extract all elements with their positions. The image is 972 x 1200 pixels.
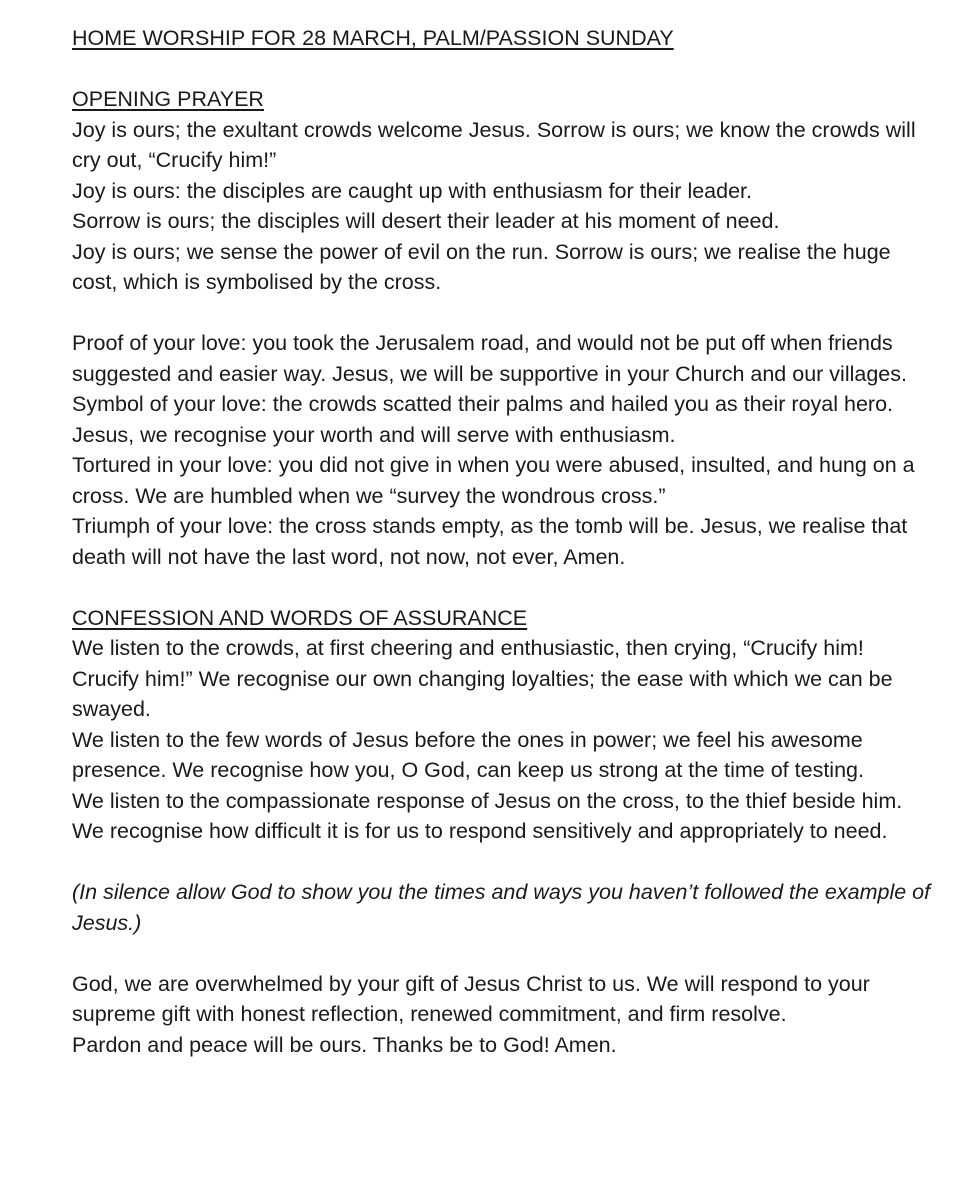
- opening-prayer-line-3: Sorrow is ours; the disciples will desert their leader at his moment of need.: [72, 209, 780, 233]
- spacer: [72, 54, 932, 85]
- proof-of-love-paragraph: Proof of your love: you took the Jerusalem road, and would not be put off when friends suggested and easier way. Jesus, we will be supportive in your Church and our villages.: [72, 331, 907, 386]
- symbol-of-love-paragraph: Symbol of your love: the crowds scatted their palms and hailed you as their royal hero. Jesus, we recognise your worth and will serve with enthusiasm.: [72, 392, 893, 447]
- spacer: [72, 847, 932, 878]
- tortured-in-love-paragraph: Tortured in your love: you did not give in when you were abused, insulted, and hung on a cross. We are humbled when we “survey the wondrous cross.”: [72, 453, 915, 508]
- confession-line-3: We listen to the compassionate response of Jesus on the cross, to the thief beside him. We recognise how difficult it is for us to respond sensitively and appropriately to need.: [72, 788, 903, 843]
- opening-prayer-line-4: Joy is ours; we sense the power of evil on the run. Sorrow is ours; we realise the huge cost, which is symbolised by the cross.: [72, 239, 891, 294]
- confession-heading: CONFESSION AND WORDS OF ASSURANCE: [72, 605, 528, 630]
- spacer: [72, 572, 932, 603]
- spacer: [72, 298, 932, 329]
- triumph-of-love-paragraph: Triumph of your love: the cross stands empty, as the tomb will be. Jesus, we realise that death will not have the last word, not now, not ever, Amen.: [72, 514, 908, 569]
- opening-prayer-heading: OPENING PRAYER: [72, 87, 264, 111]
- document-page: [72, 23, 932, 1060]
- assurance-paragraph: God, we are overwhelmed by your gift of Jesus Christ to us. We will respond to your supreme gift with honest reflection, renewed commitment, and firm resolve.: [72, 971, 870, 1026]
- silence-instruction: (In silence allow God to show you the times and ways you haven’t followed the example of Jesus.): [72, 880, 931, 935]
- closing-line: Pardon and peace will be ours. Thanks be to God! Amen.: [72, 1032, 617, 1057]
- spacer: [72, 938, 932, 969]
- confession-line-1: We listen to the crowds, at first cheering and enthusiastic, then crying, “Crucify him! Crucify him!” We recognise our own changing loyalties; the ease with which we can be swayed.: [72, 636, 893, 721]
- opening-prayer-line-2: Joy is ours: the disciples are caught up with enthusiasm for their leader.: [72, 178, 752, 203]
- document-title: HOME WORSHIP FOR 28 MARCH, PALM/PASSION SUNDAY: [72, 26, 674, 50]
- opening-prayer-line-1: Joy is ours; the exultant crowds welcome Jesus. Sorrow is ours; we know the crowds will cry out, “Crucify him!”: [72, 117, 916, 172]
- confession-line-2: We listen to the few words of Jesus before the ones in power; we feel his awesome presence. We recognise how you, O God, can keep us strong at the time of testing.: [72, 727, 864, 782]
